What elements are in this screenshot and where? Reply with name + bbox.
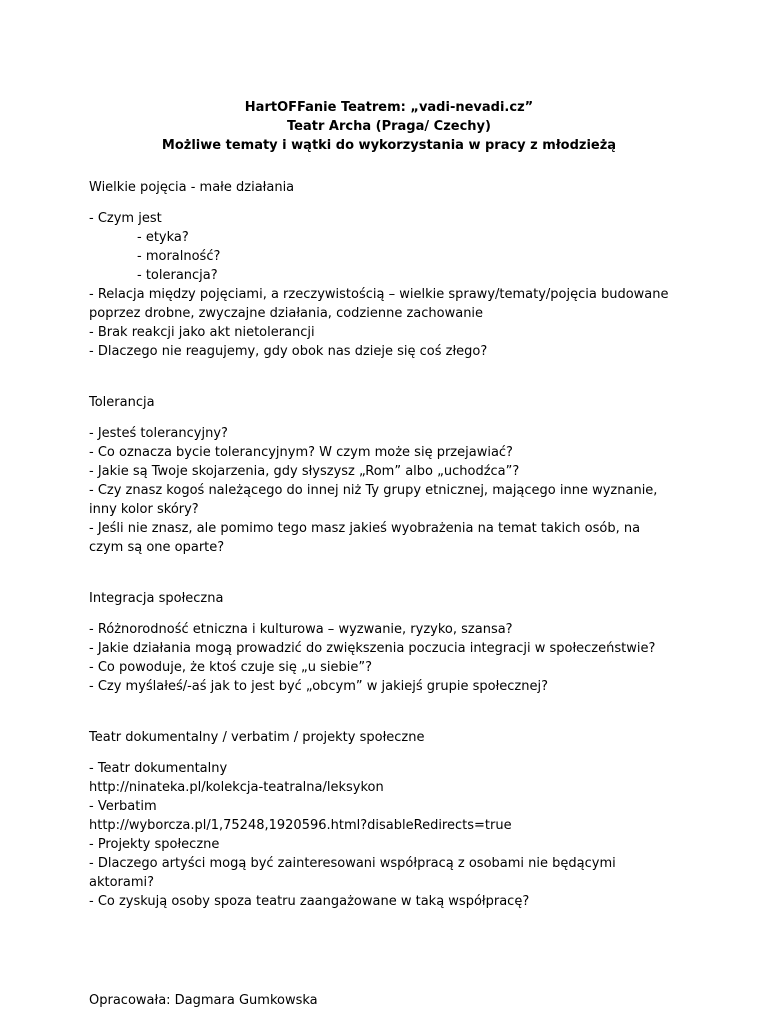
header-topic: Możliwe tematy i wątki do wykorzystania w pracy z młodzieżą	[161, 138, 617, 153]
section-title: Wielkie pojęcia - małe działania	[89, 180, 295, 195]
list-item: - Co oznacza bycie tolerancyjnym? W czym może się przejawiać?	[89, 445, 513, 460]
section-title: Teatr dokumentalny / verbatim / projekty społeczne	[89, 730, 425, 745]
list-item: - Verbatim	[89, 799, 157, 814]
list-item: - etyka?	[137, 230, 189, 245]
section-social-integration	[89, 589, 689, 696]
list-item: - Jesteś tolerancyjny?	[89, 426, 228, 441]
section-documentary-theatre	[89, 728, 689, 911]
section-lines	[89, 620, 689, 696]
list-item: - Co powoduje, że ktoś czuje się „u siebie”?	[89, 660, 373, 675]
document-page	[89, 96, 689, 1010]
document-header	[89, 98, 689, 155]
section-title: Tolerancja	[89, 395, 155, 410]
author-credit: Opracowała: Dagmara Gumkowska	[89, 993, 318, 1008]
list-item: - Projekty społeczne	[89, 837, 220, 852]
list-item: czym są one oparte?	[89, 540, 225, 555]
list-item: - Teatr dokumentalny	[89, 761, 228, 776]
list-item: - Jeśli nie znasz, ale pomimo tego masz jakieś wyobrażenia na temat takich osób, na	[89, 521, 641, 536]
list-item: - Dlaczego artyści mogą być zainteresowani współpracą z osobami nie będącymi	[89, 856, 616, 871]
list-item: - Czy myślałeś/-aś jak to jest być „obcym” w jakiejś grupie społecznej?	[89, 679, 548, 694]
list-item: - Czy znasz kogoś należącego do innej niż Ty grupy etnicznej, mającego inne wyznanie,	[89, 483, 658, 498]
url-link[interactable]: http://wyborcza.pl/1,75248,1920596.html?disableRedirects=true	[89, 818, 512, 833]
section-lines	[89, 759, 689, 911]
list-item: aktorami?	[89, 875, 155, 890]
list-item: - moralność?	[137, 249, 221, 264]
list-item: - Różnorodność etniczna i kulturowa – wyzwanie, ryzyko, szansa?	[89, 622, 513, 637]
section-lines	[89, 209, 689, 361]
list-item: poprzez drobne, zwyczajne działania, codzienne zachowanie	[89, 306, 484, 321]
list-item: - Co zyskują osoby spoza teatru zaangażowane w taką współpracę?	[89, 894, 530, 909]
list-item: - Brak reakcji jako akt nietolerancji	[89, 325, 315, 340]
list-item: - Jakie działania mogą prowadzić do zwiększenia poczucia integracji w społeczeństwie?	[89, 641, 656, 656]
list-item: - tolerancja?	[137, 268, 218, 283]
list-item: - Czym jest	[89, 211, 162, 226]
header-subtitle: Teatr Archa (Praga/ Czechy)	[287, 119, 491, 134]
section-tolerance	[89, 393, 689, 557]
url-link[interactable]: http://ninateka.pl/kolekcja-teatralna/leksykon	[89, 780, 384, 795]
list-item: - Dlaczego nie reagujemy, gdy obok nas dzieje się coś złego?	[89, 344, 488, 359]
list-item: - Relacja między pojęciami, a rzeczywistością – wielkie sprawy/tematy/pojęcia budowane	[89, 287, 669, 302]
header-title: HartOFFanie Teatrem: „vadi-nevadi.cz”	[244, 100, 534, 115]
section-big-concepts	[89, 178, 689, 361]
section-lines	[89, 424, 689, 557]
list-item: inny kolor skóry?	[89, 502, 199, 517]
section-title: Integracja społeczna	[89, 591, 224, 606]
list-item: - Jakie są Twoje skojarzenia, gdy słyszysz „Rom” albo „uchodźca”?	[89, 464, 520, 479]
